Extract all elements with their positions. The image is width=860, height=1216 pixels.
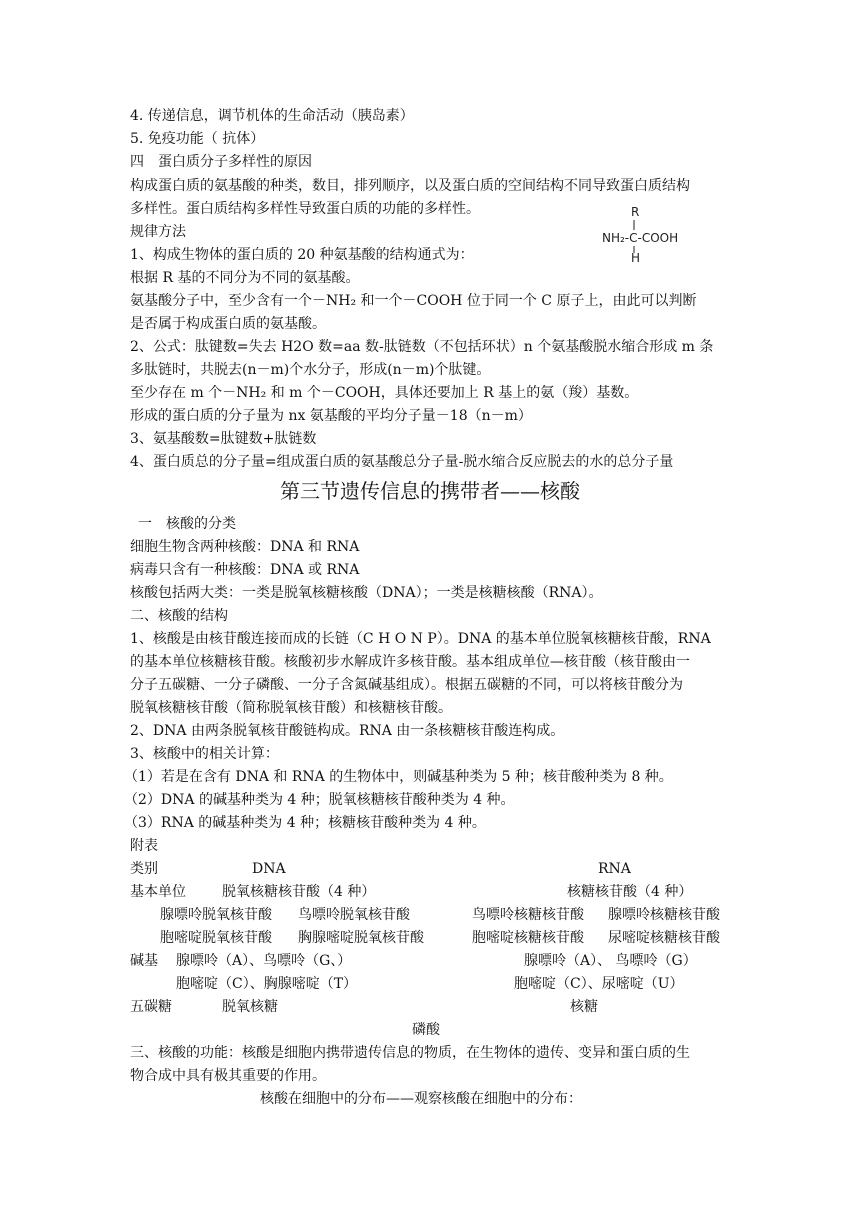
text-line: 2、DNA 由两条脱氧核苷酸链构成。RNA 由一条核糖核苷酸连构成。: [130, 723, 565, 739]
section-title: 第三节遗传信息的携带者——核酸: [280, 479, 580, 503]
text-line: 病毒只含有一种核酸：DNA 或 RNA: [130, 562, 360, 578]
formula-h: H: [631, 251, 641, 265]
text-line: 形成的蛋白质的分子量为 nx 氨基酸的平均分子量－18（n－m）: [130, 408, 532, 424]
table-cell: 尿嘧啶核糖核苷酸: [608, 930, 720, 946]
text-line: 脱氧核糖核苷酸（简称脱氧核苷酸）和核糖核苷酸。: [130, 700, 452, 716]
table-cell: 脱氧核糖: [222, 999, 278, 1015]
table-row-label: 基本单位: [130, 884, 186, 900]
table-cell: 腺嘌呤脱氧核苷酸: [160, 907, 272, 923]
appendix-label: 附表: [130, 838, 158, 854]
text-line: （2）DNA 的碱基种类为 4 种；脱氧核糖核苷酸种类为 4 种。: [124, 792, 515, 808]
heading-structure: 二、核酸的结构: [130, 608, 228, 624]
table-cell: 腺嘌呤（A）、鸟嘌呤（G、）: [176, 953, 352, 969]
table-cell: 脱氧核糖核苷酸（4 种）: [222, 884, 376, 900]
text-line: 的基本单位核糖核苷酸。核酸初步水解成许多核苷酸。基本组成单位—核苷酸（核苷酸由一: [130, 654, 690, 670]
table-header-category: 类别: [130, 861, 158, 877]
table-cell: 核糖: [570, 999, 598, 1015]
table-header-rna: RNA: [598, 861, 631, 877]
text-line: 物合成中具有极其重要的作用。: [130, 1068, 326, 1084]
table-row-label: 五碳糖: [130, 999, 172, 1015]
table-cell: 鸟嘌呤核糖核苷酸: [472, 907, 584, 923]
heading-classification: 一 核酸的分类: [138, 516, 236, 532]
text-line: 2、公式：肽键数=失去 H2O 数=aa 数-肽链数（不包括环状）n 个氨基酸脱水缩合形成 m 条: [130, 339, 714, 355]
text-line: （1）若是在含有 DNA 和 RNA 的生物体中，则碱基种类为 5 种；核苷酸种类为 8 种。: [124, 769, 673, 785]
text-line: 1、构成生物体的蛋白质的 20 种氨基酸的结构通式为：: [130, 247, 474, 263]
text-line: 氨基酸分子中，至少含有一个－NH₂ 和一个－COOH 位于同一个 C 原子上，由此可以判断: [130, 293, 697, 309]
text-line: 细胞生物含两种核酸：DNA 和 RNA: [130, 539, 360, 555]
text-line: 3、氨基酸数=肽键数+肽链数: [130, 431, 317, 447]
table-header-dna: DNA: [252, 861, 286, 877]
text-line: 根据 R 基的不同分为不同的氨基酸。: [130, 270, 360, 286]
table-cell: 胸腺嘧啶脱氧核苷酸: [298, 930, 424, 946]
table-cell: 腺嘌呤核糖核苷酸: [608, 907, 720, 923]
heading-diversity: 四 蛋白质分子多样性的原因: [130, 154, 312, 170]
formula-r: R: [631, 205, 640, 219]
table-cell: 鸟嘌呤脱氧核苷酸: [298, 907, 410, 923]
heading-methods: 规律方法: [130, 224, 186, 240]
text-line: 1、核酸是由核苷酸连接而成的长链（C H O N P）。DNA 的基本单位脱氧核糖核苷酸，RNA: [130, 631, 711, 647]
text-line: 3、核酸中的相关计算：: [130, 746, 279, 762]
table-cell: 胞嘧啶（C）、尿嘧啶（U）: [514, 976, 684, 992]
text-line: 5. 免疫功能（ 抗体）: [130, 131, 265, 147]
text-line: 多样性。蛋白质结构多样性导致蛋白质的功能的多样性。: [130, 201, 480, 217]
table-cell: 核糖核苷酸（4 种）: [567, 884, 693, 900]
text-line: （3）RNA 的碱基种类为 4 种；核糖核苷酸种类为 4 种。: [124, 815, 486, 831]
table-cell-phosphate: 磷酸: [412, 1022, 440, 1038]
table-cell: 胞嘧啶（C）、胸腺嘧啶（T）: [176, 976, 358, 992]
text-line: 核酸在细胞中的分布——观察核酸在细胞中的分布：: [260, 1091, 582, 1107]
text-line: 多肽链时，共脱去(n－m)个水分子，形成(n－m)个肽键。: [130, 362, 491, 378]
table-cell: 胞嘧啶核糖核苷酸: [472, 930, 584, 946]
heading-function: 三、核酸的功能：核酸是细胞内携带遗传信息的物质，在生物体的遗传、变异和蛋白质的生: [130, 1045, 690, 1061]
table-row-label: 碱基: [130, 953, 158, 969]
text-line: 是否属于构成蛋白质的氨基酸。: [130, 316, 326, 332]
amino-acid-formula: [596, 203, 692, 265]
text-line: 至少存在 m 个－NH₂ 和 m 个－COOH，具体还要加上 R 基上的氨（羧）基数。: [130, 385, 639, 401]
text-line: 4、蛋白质总的分子量=组成蛋白质的氨基酸总分子量-脱水缩合反应脱去的水的总分子量: [130, 454, 674, 470]
table-cell: 胞嘧啶脱氧核苷酸: [160, 930, 272, 946]
text-line: 分子五碳糖、一分子磷酸、一分子含氮碱基组成）。根据五碳糖的不同，可以将核苷酸分为: [130, 677, 683, 693]
text-line: 4. 传递信息，调节机体的生命活动（胰岛素）: [130, 108, 414, 124]
text-line: 构成蛋白质的氨基酸的种类，数目，排列顺序，以及蛋白质的空间结构不同导致蛋白质结构: [130, 178, 690, 194]
formula-main: NH₂-C-COOH: [602, 231, 679, 245]
table-cell: 腺嘌呤（A）、 鸟嘌呤（G）: [524, 953, 697, 969]
text-line: 核酸包括两大类：一类是脱氧核糖核酸（DNA）；一类是核糖核酸（RNA）。: [130, 585, 603, 601]
